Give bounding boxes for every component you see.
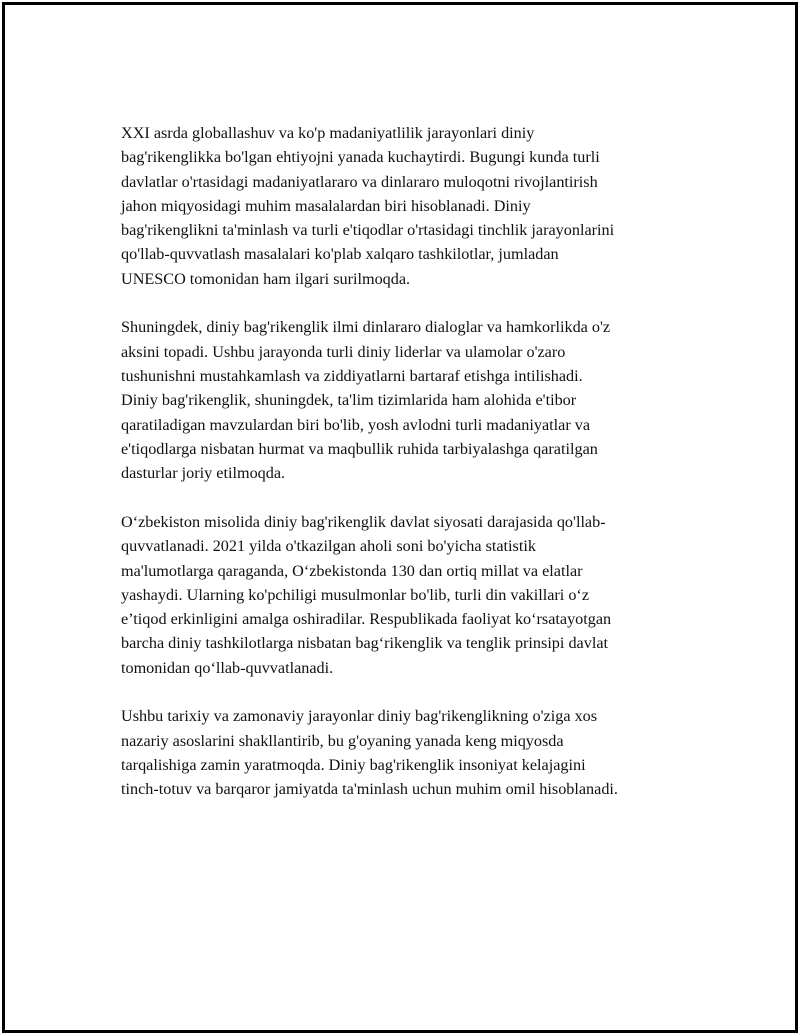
paragraph-2: [121, 315, 691, 485]
text-line: Diniy bag'rikenglik, shuningdek, ta'lim tizimlarida ham alohida e'tibor: [121, 391, 577, 410]
paragraph-1: [121, 121, 691, 291]
text-line: aksini topadi. Ushbu jarayonda turli diniy liderlar va ulamolar o'zaro: [121, 342, 566, 361]
text-line: O‘zbekiston misolida diniy bag'rikenglik davlat siyosati darajasida qo'llab-: [121, 512, 606, 531]
text-line: davlatlar o'rtasidagi madaniyatlararo va dinlararo muloqotni rivojlantirish: [121, 172, 598, 191]
text-line: Ushbu tarixiy va zamonaviy jarayonlar diniy bag'rikenglikning o'ziga xos: [121, 707, 598, 726]
text-line: qaratiladigan mavzulardan biri bo'lib, yosh avlodni turli madaniyatlar va: [121, 415, 591, 434]
text-line: bag'rikenglikka bo'lgan ehtiyojni yanada kuchaytirdi. Bugungi kunda turli: [121, 148, 600, 167]
text-line: e'tiqodlarga nisbatan hurmat va maqbullik ruhida tarbiyalashga qaratilgan: [121, 439, 598, 458]
text-line: dasturlar joriy etilmoqda.: [121, 464, 286, 483]
text-line: XXI asrda globallashuv va ko'p madaniyatlilik jarayonlari diniy: [121, 124, 535, 142]
text-line: tarqalishiga zamin yaratmoqda. Diniy bag'rikenglik insoniyat kelajagini: [121, 756, 586, 774]
document-page: [2, 2, 798, 1033]
text-line: Shuningdek, diniy bag'rikenglik ilmi dinlararo dialoglar va hamkorlikda o'z: [121, 318, 611, 337]
text-line: ma'lumotlarga qaraganda, O‘zbekistonda 130 dan ortiq millat va elatlar: [121, 561, 583, 580]
text-line: quvvatlanadi. 2021 yilda o'tkazilgan aholi soni bo'yicha statistik: [121, 537, 536, 556]
text-line: bag'rikenglikni ta'minlash va turli e'tiqodlar o'rtasidagi tinchlik jarayonlarini: [121, 221, 615, 240]
text-line: nazariy asoslarini shakllantirib, bu g'oyaning yanada keng miqyosda: [121, 731, 564, 750]
text-line: barcha diniy tashkilotlarga nisbatan bag‘rikenglik va tenglik prinsipi davlat: [121, 634, 609, 653]
text-line: tomonidan qo‘llab-quvvatlanadi.: [121, 658, 334, 677]
text-line: tushunishni mustahkamlash va ziddiyatlarni bartaraf etishga intilishadi.: [121, 367, 583, 386]
text-line: qo'llab-quvvatlash masalalari ko'plab xalqaro tashkilotlar, jumladan: [121, 245, 559, 264]
text-line: e’tiqod erkinligini amalga oshiradilar. Respublikada faoliyat ko‘rsatayotgan: [121, 610, 612, 629]
document-body: [121, 121, 691, 826]
text-line: jahon miqyosidagi muhim masalalardan biri hisoblanadi. Diniy: [121, 196, 531, 215]
paragraph-3: [121, 510, 691, 680]
text-line: yashaydi. Ularning ko'pchiligi musulmonlar bo'lib, turli din vakillari o‘z: [121, 585, 589, 604]
paragraph-4: [121, 704, 691, 801]
text-line: tinch-totuv va barqaror jamiyatda ta'minlash uchun muhim omil hisoblanadi.: [121, 780, 618, 799]
text-line: UNESCO tomonidan ham ilgari surilmoqda.: [121, 269, 411, 288]
